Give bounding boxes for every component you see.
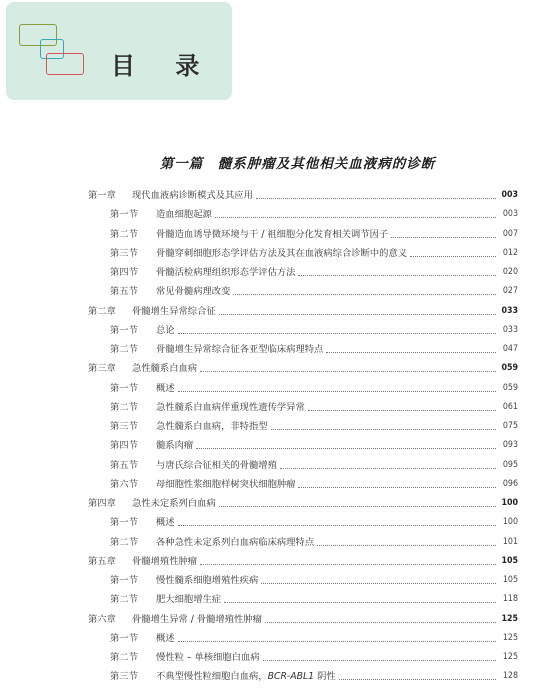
dot-leader (233, 294, 496, 295)
dot-leader (178, 525, 496, 526)
toc-entry-page-number: 125 (502, 652, 518, 662)
dot-leader (219, 314, 496, 315)
dot-leader (271, 429, 496, 430)
dot-leader (256, 198, 496, 199)
decorative-square-red (46, 53, 84, 75)
toc-entry-number: 第二节 (110, 228, 138, 240)
toc-entry-number: 第一节 (110, 632, 138, 644)
toc-entry-title: 骨髓活检病理组织形态学评估方法 (156, 267, 296, 278)
toc-entry-title: 骨髓穿刺细胞形态学评估方法及其在血液病综合诊断中的意义 (156, 247, 408, 259)
part-title: 第一篇 髓系肿瘤及其他相关血液病的诊断 (159, 156, 436, 172)
toc-entry-number: 第五节 (110, 286, 138, 298)
dot-leader (196, 448, 496, 449)
dot-leader (265, 622, 496, 623)
toc-entry-title: 总论 (156, 324, 175, 336)
toc-entry-title: 肥大细胞增生症 (156, 594, 222, 606)
toc-section-entry[interactable] (88, 648, 518, 667)
dot-leader (298, 275, 496, 276)
toc-section-entry[interactable] (88, 379, 518, 398)
toc-entry-title: 骨髓增生异常综合征各亚型临床病理特点 (156, 344, 324, 355)
toc-entry-title: 急性髓系白血病伴重现性遗传学异常 (156, 401, 305, 413)
toc-chapter-entry[interactable] (88, 302, 518, 321)
dot-leader (326, 352, 496, 353)
dot-leader (410, 256, 496, 257)
toc-entry-page-number: 105 (501, 555, 518, 566)
toc-entry-number: 第四节 (110, 267, 138, 278)
dot-leader (200, 371, 496, 372)
toc-entry-page-number: 033 (502, 324, 518, 335)
toc-entry-number: 第二节 (110, 344, 138, 355)
toc-chapter-entry[interactable] (88, 186, 518, 205)
toc-entry-page-number: 100 (502, 517, 518, 528)
toc-entry-page-number: 100 (501, 498, 518, 508)
dot-leader (308, 410, 496, 411)
toc-entry-page-number: 020 (502, 267, 518, 277)
toc-entry-page-number: 118 (502, 594, 518, 605)
toc-entry-page-number: 027 (502, 286, 518, 297)
dot-leader (339, 679, 496, 680)
toc-entry-title: 不典型慢性粒细胞白血病，BCR-ABL1 阴性 (156, 671, 336, 683)
toc-section-entry[interactable] (88, 398, 518, 417)
toc-entry-number: 第一节 (110, 517, 138, 529)
toc-entry-page-number: 033 (501, 305, 518, 316)
dot-leader (263, 660, 496, 661)
dot-leader (261, 583, 496, 584)
toc-entry-number: 第一节 (110, 324, 138, 336)
toc-entry-number: 第一节 (110, 575, 138, 586)
toc-entry-number: 第三节 (110, 247, 138, 259)
toc-chapter-entry[interactable] (88, 552, 518, 571)
toc-entry-title: 骨髓增殖性肿瘤 (132, 555, 198, 567)
toc-entry-title: 骨髓增生异常 / 骨髓增殖性肿瘤 (132, 613, 262, 625)
toc-entry-number: 第六节 (110, 478, 138, 490)
toc-entry-title: 髓系肉瘤 (156, 440, 194, 452)
dot-leader (298, 487, 496, 488)
dot-leader (391, 237, 496, 238)
toc-section-entry[interactable] (88, 436, 518, 455)
page-title: 目 录 (111, 52, 216, 80)
dot-leader (215, 217, 496, 218)
toc-entry-number: 第三节 (110, 671, 138, 683)
dot-leader (280, 468, 496, 469)
toc-entry-number: 第一节 (110, 209, 138, 221)
toc-section-entry[interactable] (88, 533, 518, 552)
toc-entry-number: 第五章 (88, 555, 116, 567)
toc-entry-number: 第二节 (110, 536, 138, 548)
dot-leader (219, 506, 496, 507)
toc-entry-page-number: 075 (502, 421, 518, 431)
toc-entry-page-number: 059 (501, 363, 518, 374)
toc-entry-page-number: 003 (501, 190, 518, 200)
toc-entry-page-number: 093 (502, 440, 518, 451)
toc-entry-number: 第一章 (88, 190, 116, 201)
toc-entry-title: 与唐氏综合征相关的骨髓增殖 (156, 459, 277, 471)
toc-chapter-entry[interactable] (88, 610, 518, 629)
toc-entry-title: 常见骨髓病理改变 (156, 286, 231, 298)
toc-section-entry[interactable] (88, 282, 518, 301)
toc-section-entry[interactable] (88, 456, 518, 475)
toc-entry-number: 第二章 (88, 305, 116, 317)
dot-leader (178, 391, 496, 392)
toc-entry-title: 概述 (156, 517, 175, 529)
toc-entry-page-number: 105 (502, 575, 518, 585)
toc-entry-title: 急性髓系白血病，非特指型 (156, 421, 268, 432)
toc-entry-number: 第三章 (88, 363, 116, 375)
toc-entry-page-number: 059 (502, 382, 518, 393)
dot-leader (317, 545, 496, 546)
toc-section-entry[interactable] (88, 321, 518, 340)
toc-entry-title: 母细胞性浆细胞样树突状细胞肿瘤 (156, 478, 296, 490)
toc-section-entry[interactable] (88, 629, 518, 648)
toc-entry-page-number: 101 (502, 536, 518, 547)
toc-entry-title: 概述 (156, 382, 175, 394)
toc-entry-number: 第三节 (110, 421, 138, 432)
toc-section-entry[interactable] (88, 513, 518, 532)
toc-entry-title: 慢性粒 – 单核细胞白血病 (156, 652, 260, 663)
toc-entry-number: 第五节 (110, 459, 138, 471)
toc-entry-page-number: 012 (502, 247, 518, 258)
toc-entry-title: 概述 (156, 632, 175, 644)
toc-entry-page-number: 095 (502, 459, 518, 470)
toc-entry-title: 急性髓系白血病 (132, 363, 198, 375)
dot-leader (178, 641, 496, 642)
toc-section-entry[interactable] (88, 475, 518, 494)
dot-leader (178, 333, 496, 334)
toc-entry-page-number: 047 (502, 344, 518, 354)
toc-section-entry[interactable] (88, 667, 518, 686)
toc-entry-title: 骨髓造血诱导微环境与干 / 祖细胞分化发育相关调节因子 (156, 228, 389, 240)
toc-entry-number: 第一节 (110, 382, 138, 394)
toc-entry-number: 第二节 (110, 652, 138, 663)
toc-entry-page-number: 061 (502, 401, 518, 412)
toc-entry-number: 第四节 (110, 440, 138, 452)
toc-entry-page-number: 125 (501, 613, 518, 624)
toc-entry-title: 急性未定系列白血病 (132, 498, 216, 509)
toc-section-entry[interactable] (88, 263, 518, 282)
dot-leader (200, 564, 496, 565)
toc-section-entry[interactable] (88, 571, 518, 590)
toc-entry-number: 第六章 (88, 613, 116, 625)
dot-leader (224, 602, 496, 603)
toc-section-entry[interactable] (88, 417, 518, 436)
toc-chapter-entry[interactable] (88, 494, 518, 513)
toc-entry-page-number: 007 (502, 228, 518, 239)
toc-entry-number: 第二节 (110, 401, 138, 413)
toc-entry-page-number: 096 (502, 478, 518, 489)
toc-chapter-entry[interactable] (88, 359, 518, 378)
toc-entry-title: 各种急性未定系列白血病临床病理特点 (156, 536, 315, 548)
toc-entry-number: 第四章 (88, 498, 116, 509)
toc-section-entry[interactable] (88, 205, 518, 224)
toc-section-entry[interactable] (88, 225, 518, 244)
toc-entry-page-number: 003 (502, 209, 518, 220)
toc-entry-title: 现代血液病诊断模式及其应用 (132, 190, 253, 201)
toc-entry-title: 造血细胞起源 (156, 209, 212, 221)
toc-entry-title: 慢性髓系细胞增殖性疾病 (156, 575, 259, 586)
toc-entry-page-number: 128 (502, 671, 518, 682)
toc-entry-title: 骨髓增生异常综合征 (132, 305, 216, 317)
toc-entry-page-number: 125 (502, 632, 518, 643)
toc-section-entry[interactable] (88, 340, 518, 359)
toc-section-entry[interactable] (88, 244, 518, 263)
toc-entry-number: 第二节 (110, 594, 138, 606)
toc-section-entry[interactable] (88, 590, 518, 609)
